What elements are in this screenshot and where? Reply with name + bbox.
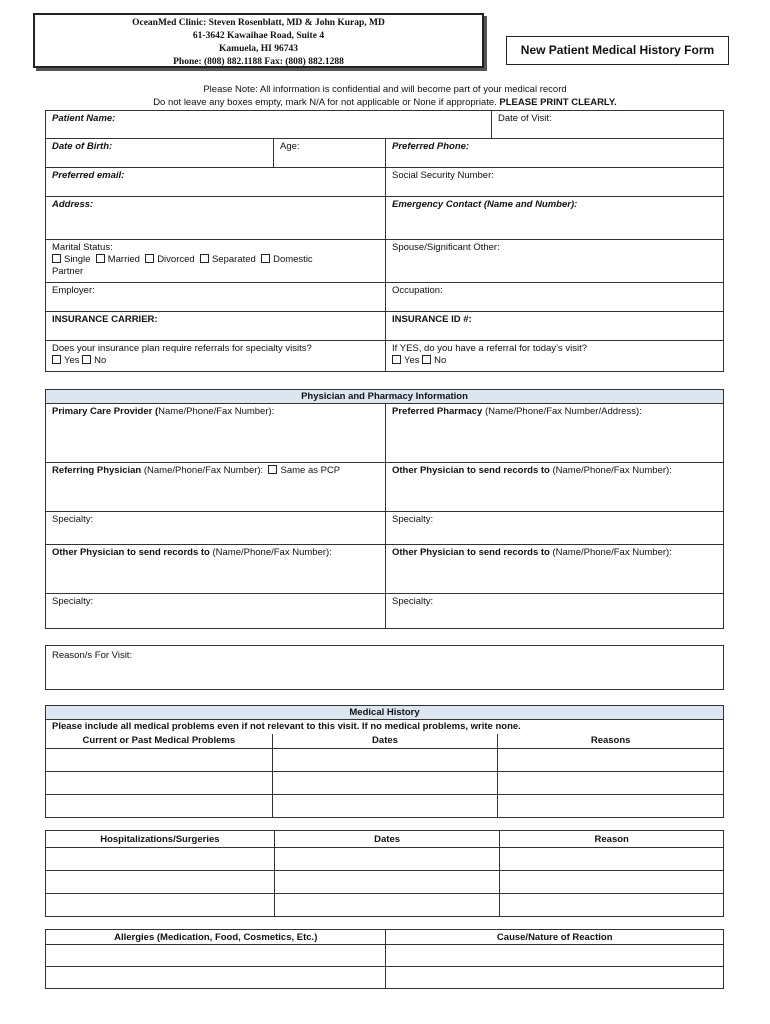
medical-history-table [45,734,724,818]
table-row [46,771,724,794]
yes-label: Yes [404,355,420,366]
ssn-field[interactable] [385,167,724,197]
age-label: Age: [280,141,300,152]
patient-name-field[interactable] [45,110,492,139]
age-field[interactable] [273,138,386,168]
referring-physician-label: (Name/Phone/Fax Number): [141,465,264,476]
dob-field[interactable] [45,138,274,168]
table-cell[interactable] [46,967,386,989]
marital-status-field [45,239,386,283]
allergies-table [45,929,724,989]
other-physician-3-field[interactable] [385,544,724,594]
table-row [46,894,724,917]
table-cell[interactable] [386,945,724,967]
preferred-phone-field[interactable] [385,138,724,168]
clinic-info-box [33,13,484,68]
instruction-text: Do not leave any boxes empty, mark N/A for not applicable or None if appropriate. [153,97,500,108]
table-row [46,967,724,989]
other-physician-label: (Name/Phone/Fax Number): [549,547,672,558]
referral-required-no-checkbox[interactable] [82,355,91,364]
column-header: Dates [272,734,498,748]
table-header-row [46,734,724,748]
other-physician-label-bold: Other Physician to send records to [392,465,550,476]
other-physician-2-field[interactable] [45,544,386,594]
pcp-label: Name/Phone/Fax Number): [158,406,275,417]
specialty-label: Specialty: [52,514,94,525]
table-cell[interactable] [272,748,498,771]
ssn-label: Social Security Number: [392,170,494,181]
dob-label: Date of Birth: [52,141,113,152]
preferred-phone-label: Preferred Phone: [392,141,470,152]
specialty-label: Specialty: [392,596,434,607]
has-referral-yes-checkbox[interactable] [392,355,401,364]
instruction-note [0,97,770,108]
insurance-id-field[interactable] [385,311,724,341]
has-referral-question: If YES, do you have a referral for today’s visit? [392,343,588,354]
table-cell[interactable] [500,848,724,871]
pharmacy-label: (Name/Phone/Fax Number/Address): [482,406,642,417]
emergency-contact-label: Emergency Contact (Name and Number): [392,199,578,210]
single-label: Single [64,254,91,265]
single-checkbox[interactable] [52,254,61,263]
pharmacy-label-bold: Preferred Pharmacy [392,406,483,417]
address-field[interactable] [45,196,386,240]
print-clearly-text: PLEASE PRINT CLEARLY. [499,97,617,108]
other-physician-label: (Name/Phone/Fax Number): [209,547,332,558]
table-cell[interactable] [274,848,500,871]
table-row [46,848,724,871]
table-header-row [46,831,724,848]
table-header-row [46,930,724,945]
table-cell[interactable] [274,871,500,894]
column-header: Reasons [498,734,724,748]
physician-section-header: Physician and Pharmacy Information [45,389,724,404]
marital-options [52,254,379,266]
domestic-label: Domestic [273,254,313,265]
employer-label: Employer: [52,285,95,296]
table-cell[interactable] [500,894,724,917]
occupation-label: Occupation: [392,285,443,296]
other-physician-3-specialty-field[interactable] [385,593,724,629]
separated-checkbox[interactable] [200,254,209,263]
table-cell[interactable] [46,848,275,871]
medical-history-instruction-text: Please include all medical problems even if not relevant to this visit. If no medical problems, write none. [52,721,521,732]
table-row [46,871,724,894]
medical-history-instruction [45,719,724,735]
table-cell[interactable] [46,894,275,917]
hospitalizations-table [45,830,724,917]
no-label: No [434,355,447,366]
other-physician-1-specialty-field[interactable] [385,511,724,545]
insurance-carrier-field[interactable] [45,311,386,341]
column-header: Dates [274,831,500,848]
table-cell[interactable] [498,748,724,771]
referral-required-yes-checkbox[interactable] [52,355,61,364]
occupation-field[interactable] [385,282,724,312]
domestic-partner-checkbox[interactable] [261,254,270,263]
married-checkbox[interactable] [96,254,105,263]
yes-label: Yes [64,355,80,366]
email-field[interactable] [45,167,386,197]
table-cell[interactable] [46,748,273,771]
specialty-label: Specialty: [52,596,94,607]
address-label: Address: [52,199,94,210]
spouse-label: Spouse/Significant Other: [392,242,500,253]
column-header: Reason [500,831,724,848]
has-referral-no-checkbox[interactable] [422,355,431,364]
has-referral-field [385,340,724,372]
column-header: Hospitalizations/Surgeries [46,831,275,848]
clinic-address-line2: Kamuela, HI 96743 [219,44,298,54]
pcp-field[interactable] [45,403,386,463]
referral-required-field [45,340,386,372]
table-cell[interactable] [498,771,724,794]
table-cell[interactable] [46,771,273,794]
referring-physician-field[interactable] [45,462,386,512]
married-label: Married [107,254,140,265]
reason-for-visit-field[interactable] [45,645,724,690]
table-cell[interactable] [272,794,498,817]
column-header: Current or Past Medical Problems [46,734,273,748]
other-physician-label: (Name/Phone/Fax Number): [549,465,672,476]
form-title: New Patient Medical History Form [506,36,729,65]
table-cell[interactable] [386,967,724,989]
table-cell[interactable] [46,794,273,817]
referral-required-options [52,355,379,367]
email-label: Preferred email: [52,170,125,181]
clinic-name: OceanMed Clinic: Steven Rosenblatt, MD & John Kurap, MD [132,18,385,28]
same-as-pcp-checkbox[interactable] [268,465,277,474]
reason-for-visit-label: Reason/s For Visit: [52,650,133,661]
divorced-checkbox[interactable] [145,254,154,263]
table-row [46,748,724,771]
referral-required-question: Does your insurance plan require referrals for specialty visits? [52,343,312,354]
column-header: Cause/Nature of Reaction [386,930,724,945]
table-cell[interactable] [46,871,275,894]
pharmacy-field[interactable] [385,403,724,463]
pcp-label-bold: Primary Care Provider ( [52,406,159,417]
divorced-label: Divorced [157,254,195,265]
clinic-phone-fax: Phone: (808) 882.1188 Fax: (808) 882.1288 [173,57,344,67]
table-row [46,945,724,967]
referring-specialty-field[interactable] [45,511,386,545]
confidential-note: Please Note: All information is confidential and will become part of your medical record [203,84,567,95]
insurance-carrier-label: INSURANCE CARRIER: [52,314,158,325]
table-cell[interactable] [500,871,724,894]
date-of-visit-label: Date of Visit: [498,113,552,124]
specialty-label: Specialty: [392,514,434,525]
date-of-visit-field[interactable] [491,110,724,139]
has-referral-options [392,355,717,367]
table-cell[interactable] [46,945,386,967]
separated-label: Separated [211,254,256,265]
other-physician-label-bold: Other Physician to send records to [392,547,550,558]
table-cell[interactable] [498,794,724,817]
employer-field[interactable] [45,282,386,312]
patient-name-label: Patient Name: [52,113,116,124]
other-physician-label-bold: Other Physician to send records to [52,547,210,558]
insurance-id-label: INSURANCE ID #: [392,314,472,325]
other-physician-1-field[interactable] [385,462,724,512]
medical-history-header: Medical History [45,705,724,720]
other-physician-2-specialty-field[interactable] [45,593,386,629]
no-label: No [94,355,107,366]
column-header: Allergies (Medication, Food, Cosmetics, Etc.) [46,930,386,945]
same-as-pcp-label: Same as PCP [280,465,341,476]
table-cell[interactable] [274,894,500,917]
spouse-field[interactable] [385,239,724,283]
partner-label: Partner [52,266,84,277]
marital-status-label: Marital Status: [52,242,113,253]
referring-physician-label-bold: Referring Physician [52,465,142,476]
clinic-address-line1: 61-3642 Kawaihae Road, Suite 4 [192,31,325,41]
emergency-contact-field[interactable] [385,196,724,240]
table-row [46,794,724,817]
table-cell[interactable] [272,771,498,794]
